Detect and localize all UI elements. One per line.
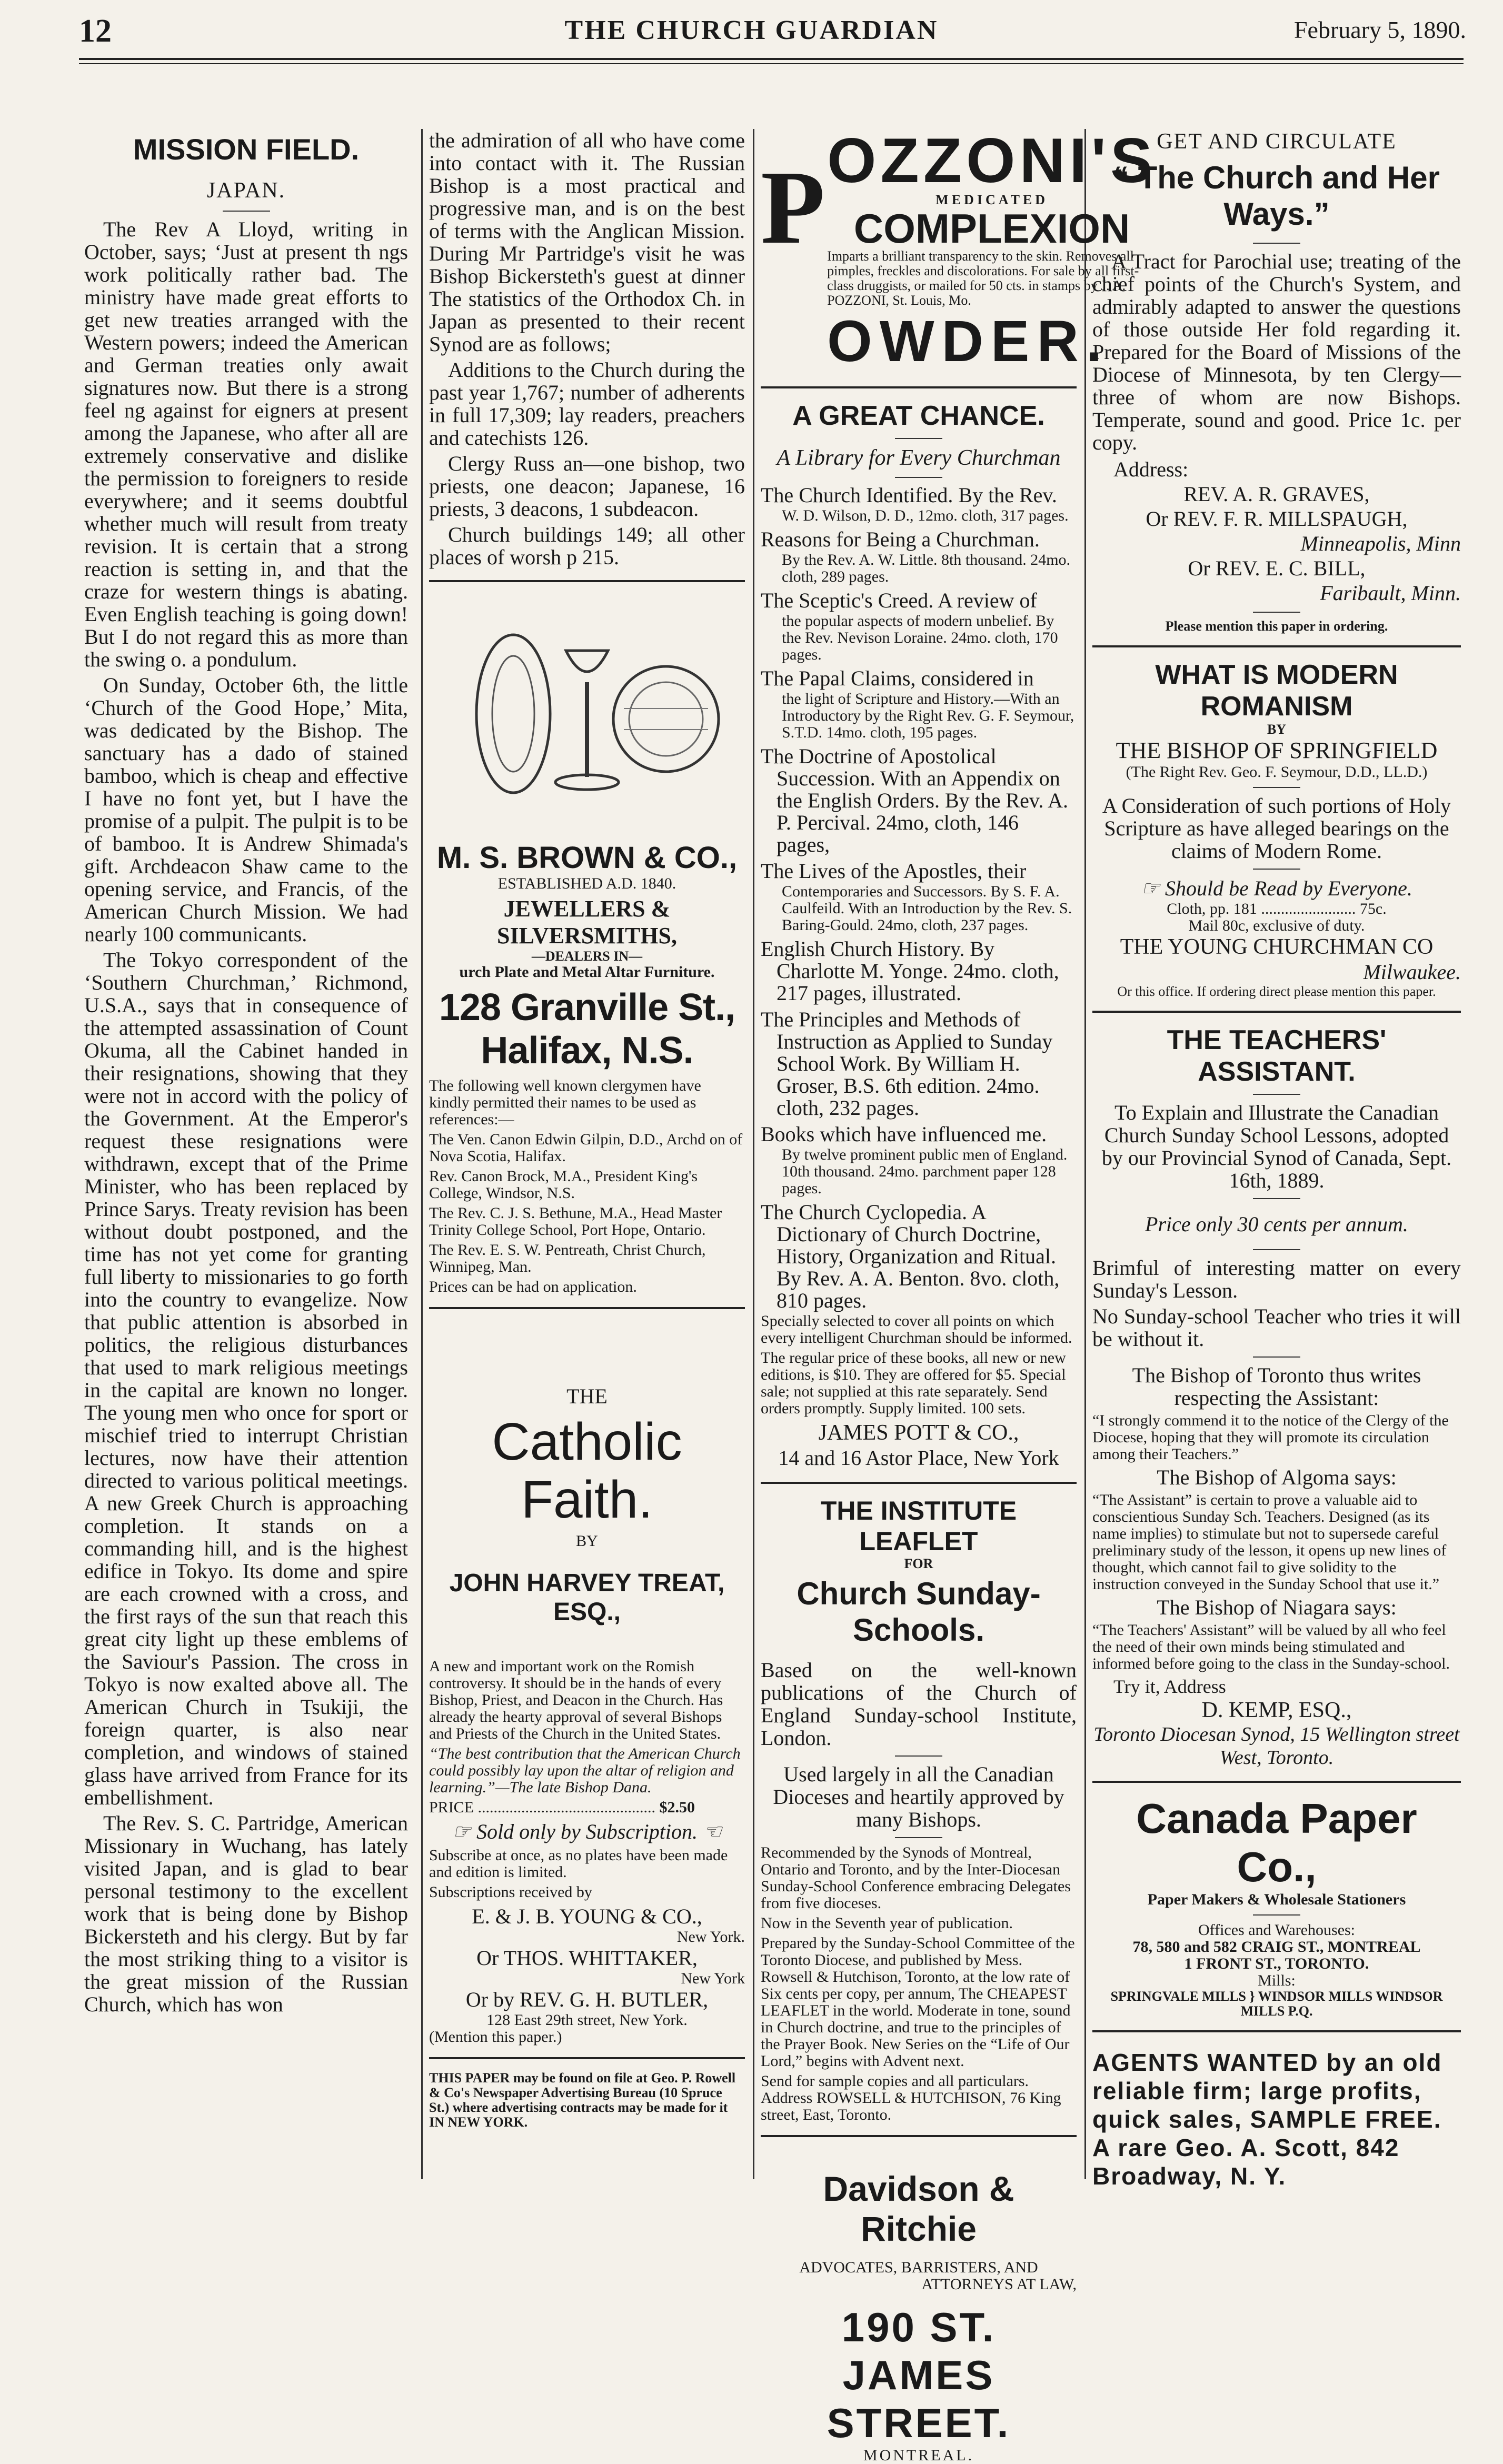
teachers-description: To Explain and Illustrate the Canadian Church Sunday School Lessons, adopted by our Provincial Synod of Canada, Sept. 16th, 1889. [1101,1101,1452,1192]
canada-paper-name: Canada Paper Co., [1136,1795,1417,1890]
reference: The Rev. C. J. S. Bethune, M.A., Head Master Trinity College School, Port Hope, Ontario. [429,1204,722,1239]
column-divider [421,129,423,2179]
goods: urch Plate and Metal Altar Furniture. [459,963,715,981]
agent-address: 128 East 29th street, New York. [486,2011,688,2029]
bishop-title: THE BISHOP OF SPRINGFIELD [1116,737,1438,763]
pozzoni-medicated: MEDICATED [935,192,1049,207]
agent-city: New York. [676,1928,745,1946]
column-divider [1084,129,1086,2179]
book-title: The Principles and Methods of Instruction as Applied to Sunday School Work. By William H. Groser, B.S. 6th edition. 24mo. cloth, 232 pages. [761,1007,1053,1120]
pozzoni-complexion: COMPLEXION [853,205,1130,252]
leaflet-paragraph: Used largely in all the Canadian Dioceses and heartily approved by many Bishops. [773,1762,1064,1831]
divider [1253,1356,1300,1358]
header-rule [79,58,1464,60]
book-detail: By twelve prominent public men of England. 10th thousand. 24mo. parchment paper 128 pages. [782,1146,1068,1197]
mail-price: Mail 80c, exclusive of duty. [1188,917,1365,934]
divider [1253,787,1300,788]
article-paragraph: The Rev. S. C. Partridge, American Missionary in Wuchang, has lately visited Japan, and is glad to bear personal testimony to the excellent work that is being done by Bishop Bickersteth and his clergy. But by far the most striking thing to a visitor is the great mission of the Russian Church, which has won [84,1811,408,2016]
header-rule-thin [79,63,1464,64]
column-two [429,129,745,2182]
testimonial-quote: “The Teachers' Assistant” will be valued by all who feel the need of their own minds being stimulated and informed before going to the class in the Sunday-school. [1092,1621,1450,1672]
divider [761,386,1077,388]
issue-date: February 5, 1890. [1293,16,1466,43]
divider [895,1755,942,1757]
article-paragraph: On Sunday, October 6th, the little ‘Church of the Good Hope,’ Mita, was dedicated by the Bishop. The sanctuary has a dado of stained bamboo, which is cheap and effective I have no font yet, but I have the promise of a pulpit. The pulpit is to be of bamboo. It is Andrew Shimada's gift. Archdeacon Shaw came to the opening service, and Francis, of the American Church Mission. We had nearly 100 communicants. [84,673,408,946]
pozzoni-ad [761,125,1157,375]
article-paragraph: the admiration of all who have come into contact with it. The Russian Bishop is a most practical and progressive man, and is on the best of terms with the Anglican Mission. During Mr Partridge's visit he was Bishop Bickersteth's guest at dinner The statistics of the Orthodox Ch. in Japan as presented to their recent Synod are as follows; [429,128,745,356]
silverware-illustration [450,603,724,824]
tract-description: A Tract for Parochial use; treating of the chief points of the Church's System, and admirably adapted to answer the questions of those outside Her fold regarding it. Prepared for the Board of Missions of the Diocese of Minnesota, by ten Clergy—three of whom are now Bishops. Temperate, sound and good. Price 1c. per copy. [1092,250,1461,454]
publisher-address: 14 and 16 Astor Place, New York [778,1446,1059,1470]
romanism-title: WHAT IS MODERN ROMANISM [1155,660,1398,722]
should-read-text: Should be Read by Everyone. [1165,876,1412,900]
canada-address: 78, 580 and 582 CRAIG ST., MONTREAL [1132,1938,1421,1956]
article-paragraph: The Rev A Lloyd, writing in October, says; ‘Just at present th ngs work politically rather bad. The ministry have made great efforts to get new treaties arranged with the Western powers; indeed the American and German treaties only await signatures now. But there is a strong feel ng against for eigners at present among the Japanese, who after all are extremely conservative and dislike the permission to foreigners to reside everywhere; and it seems doubtful whether much will result from treaty revision. It is certain that a strong reaction is setting in, and that the craze for western things is abating. Even English teaching is going down! But I do not regard this as more than the swing o. a pondulum. [84,217,408,671]
book-detail: By the Rev. A. W. Little. 8th thousand. 24mo. cloth, 289 pages. [782,551,1071,585]
pozzoni-name: OZZONI'S [827,125,1157,196]
address-city: Faribault, Minn. [1320,581,1461,605]
book-title: English Church History. By Charlotte M. Yonge. 24mo. cloth, 217 pages, illustrated. [761,937,1059,1005]
kemp-name: D. KEMP, ESQ., [1201,1698,1352,1722]
divider [761,2135,1077,2137]
publisher-city: Milwaukee. [1363,960,1461,984]
divider [1253,1249,1300,1250]
book-title: Catholic Faith. [492,1412,682,1529]
agent: Or THOS. WHITTAKER, [476,1946,698,1970]
divider [1092,645,1461,647]
testimonial-quote: “The Assistant” is certain to prove a valuable aid to conscientious Sunday Sch. Teachers. Designed (as its name implies) to stimulate but not to supersede careful preliminary study of the lesson, it opens up new lines of thought, which cannot fail to give solidity to the instruction conveyed in the Sunday School that use it.” [1092,1491,1447,1593]
divider [223,211,270,212]
book-title: Reasons for Being a Churchman. [761,527,1040,551]
book-title: The Lives of the Apostles, their [761,859,1027,883]
book-quote: “The best contribution that the American Church could possibly lay upon the altar of religion and learning.”—The late Bishop Dana. [429,1745,741,1796]
divider [895,477,942,478]
testimonial-heading: The Bishop of Niagara says: [1157,1595,1397,1619]
page-number: 12 [79,13,112,49]
advertiser-name: M. S. BROWN & CO., [436,841,738,875]
book-detail: the light of Scripture and History.—With an Introductory by the Right Rev. G. F. Seymour, S.T.D. 14mo. cloth, 195 pages. [782,690,1074,741]
davidson-city: MONTREAL. [863,2447,974,2464]
column-four [1092,129,1461,2190]
pozzoni-initial: P [761,149,825,266]
column-three [761,125,1157,2464]
leaflet-for: FOR [904,1556,933,1571]
address-line: Or REV. E. C. BILL, [1188,556,1366,580]
address-city: Minneapolis, Minn [1300,532,1461,555]
subscription-note: ☞ Sold only by Subscription. ☜ [452,1820,722,1843]
column-mission-field [84,129,408,2182]
article-paragraph: Church buildings 149; all other places of worsh p 215. [429,523,745,569]
leaflet-paragraph: Recommended by the Synods of Montreal, Ontario and Toronto, and by the Inter-Diocesan Sunday-School Conference embracing Delegates from five dioceses. [761,1844,1071,1912]
teachers-blurb: Brimful of interesting matter on every Sunday's Lesson. [1092,1256,1461,1302]
agent-city: New York [681,1970,745,1987]
address-label: Address: [1113,457,1189,481]
canada-offices: Offices and Warehouses: [1198,1921,1356,1939]
subscription-text: Sold only by Subscription. [476,1820,698,1843]
mention-note: Please mention this paper in ordering. [1165,619,1388,634]
divider [1092,1011,1461,1013]
mills-label: Mills: [1258,1972,1296,1989]
book-title: The Sceptic's Creed. A review of [761,588,1037,612]
received-label: Subscriptions received by [429,1883,592,1901]
canada-paper-subtitle: Paper Makers & Wholesale Stationers [1147,1891,1406,1908]
divider [1253,1198,1300,1199]
book-title: The Doctrine of Apostolical Succession. With an Appendix on the English Orders. By the Rev. A. P. Percival. 24mo, cloth, 146 pages, [761,744,1069,856]
section-subheading: JAPAN. [206,178,286,203]
book-list [761,484,1077,1312]
annual-price: Price only 30 cents per annum. [1145,1212,1408,1236]
price-value: $2.50 [659,1799,695,1816]
davidson-profession-2: ATTORNEYS AT LAW, [921,2276,1077,2293]
established: ESTABLISHED A.D. 1840. [497,875,676,892]
tract-title: “ The Church and Her Ways.” [1113,160,1440,232]
leaflet-title: THE INSTITUTE LEAFLET [820,1496,1017,1556]
agents-wanted-ad: AGENTS WANTED by an old reliable firm; large profits, quick sales, SAMPLE FREE. A rare Geo. A. Scott, 842 Broadway, N. Y. [1092,2049,1442,2190]
romanism-description: A Consideration of such portions of Holy Scripture as have alleged bearings on the claims of Modern Rome. [1102,794,1451,863]
leaflet-paragraph: Send for sample copies and all particulars. Address ROWSELL & HUTCHISON, 76 King street, East, Toronto. [761,2072,1061,2123]
divider [895,438,942,439]
teachers-title: THE TEACHERS' ASSISTANT. [1167,1025,1387,1087]
divider [1253,1094,1300,1095]
address: 128 Granville St., Halifax, N.S. [439,986,735,1072]
author: JOHN HARVEY TREAT, ESQ., [449,1569,725,1626]
divider [1092,1781,1461,1783]
testimonial-quote: “I strongly commend it to the notice of the Clergy of the Diocese, hoping that they will promote its circulation among their Teachers.” [1092,1412,1449,1463]
divider [429,1307,745,1309]
agent: E. & J. B. YOUNG & CO., [472,1904,702,1928]
pozzoni-owder: OWDER. [827,309,1110,374]
page-header [32,11,1471,53]
by-label: BY [1267,722,1287,737]
article-paragraph: The Tokyo correspondent of the ‘Southern Churchman,’ Richmond, U.S.A., says that in consequence of the attempted assassination of Count Okuma, all the Cabinet handed in their resignations, showing that they were not in accord with the policy of the Government. At the Emperor's request these resignations were withdrawn, except that of the Prime Minister, who has been replaced by Prince Sarys. Treaty revision has been without doubt postponed, and the time has not yet come for granting full liberty to missionaries to go forth into the country to evangelize. Now that public attention is absorbed in politics, the religious disturbances that used to mark religious meetings in the capital are known no longer. The young men who once for sport or mischief tried to interrupt Christian lectures, now have their attention directed to various political meetings. A new Greek Church is approaching completion. It stands on a commanding hill, and is the highest edifice in Tokyo. Its dome and spire are each crowned with a cross, and the first rays of the sun that reach this great city light up these emblems of the Saviour's Passion. The cross in Tokyo is now exalted above all. The American Church in Tsukiji, the foreign quarter, is also near completion, and windows of stained glass have arrived from France for its embellishment. [84,948,408,1809]
section-heading: MISSION FIELD. [133,133,360,166]
library-price-note: The regular price of these books, all new or new editions, is $10. They are offered for $5. Special sale; not supplied at this rate separately. Send orders promptly. Supply limited. 100 sets. [761,1349,1066,1417]
reference: Rev. Canon Brock, M.A., President King's College, Windsor, N.S. [429,1168,698,1202]
book-title: The Papal Claims, considered in [761,666,1034,690]
bishop-name: (The Right Rev. Geo. F. Seymour, D.D., LL.D.) [1126,763,1428,781]
article-paragraph: Additions to the Church during the past year 1,767; number of adherents in full 17,309; lay readers, preachers and catechists 126. [429,358,745,450]
reference: The Rev. E. S. W. Pentreath, Christ Church, Winnipeg, Man. [429,1241,706,1275]
book-title: Books which have influenced me. [761,1122,1047,1146]
leaflet-paragraph: Now in the Seventh year of publication. [761,1914,1013,1932]
mills-list: SPRINGVALE MILLS } WINDSOR MILLS WINDSOR MILLS P.Q. [1110,1989,1443,2019]
divider [1253,243,1300,244]
pozzoni-description: Imparts a brilliant transparency to the skin. Removes all pimples, freckles and discolorations. For sale by all first-class druggists, or mailed for 50 cts. in stamps by J. A. POZZONI, St. Louis, Mo. [827,248,1139,308]
book-detail: the popular aspects of modern unbelief. By the Rev. Nevison Loraine. 24mo. cloth, 170 pages. [782,612,1058,663]
dealers: —DEALERS IN— [531,949,643,964]
this-paper-notice: THIS PAPER may be found on file at Geo. P. Rowell & Co's Newspaper Advertising Bureau (10 Spruce St.) where advertising contracts may be made for it IN NEW YORK. [429,2070,736,2130]
library-title: A GREAT CHANCE. [792,401,1045,431]
article-paragraph: Clergy Russ an—one bishop, two priests, one deacon; Japanese, 16 priests, 3 deacons, 1 subdeacon. [429,452,745,521]
mention-note: (Mention this paper.) [429,2028,562,2046]
testimonial-heading: The Bishop of Toronto thus writes respecting the Assistant: [1132,1363,1421,1410]
divider [1253,869,1300,870]
try-label: Try it, Address [1113,1676,1226,1697]
divider [895,1837,942,1838]
book-description: A new and important work on the Romish controversy. It should be in the hands of every Bishop, Priest, and Deacon in the Church. Has already the hearty approval of several Bishops and Priests of the Church in the United States. [429,1658,723,1742]
circulate-heading: GET AND CIRCULATE [1157,129,1397,154]
should-read: ☞ Should be Read by Everyone. [1141,876,1412,900]
publisher: THE YOUNG CHURCHMAN CO [1120,935,1434,959]
ordering-note: Or this office. If ordering direct please mention this paper. [1117,984,1436,999]
by-label: BY [576,1532,598,1550]
divider [761,1482,1077,1484]
trade: JEWELLERS & SILVERSMITHS, [497,896,677,949]
column-divider [753,129,754,2179]
leaflet-subtitle: Church Sunday-Schools. [797,1576,1041,1648]
publisher: JAMES POTT & CO., [818,1421,1019,1445]
library-note: Specially selected to cover all points on which every intelligent Churchman should be informed. [761,1312,1072,1346]
testimonial-heading: The Bishop of Algoma says: [1157,1465,1397,1489]
price-line: PRICE ............................................. $2.50 [429,1799,695,1816]
cloth-price: Cloth, pp. 181 ........................ 75c. [1167,900,1387,917]
library-subtitle: A Library for Every Churchman [777,446,1061,470]
divider [1253,1914,1300,1916]
price-label: PRICE [429,1799,474,1816]
leaflet-paragraph: Based on the well-known publications of the Church of England Sunday-school Institute, London. [761,1658,1077,1750]
book-detail: W. D. Wilson, D. D., 12mo. cloth, 317 pages. [782,507,1069,524]
teachers-blurb: No Sunday-school Teacher who tries it will be without it. [1092,1304,1461,1351]
reference: The Ven. Canon Edwin Gilpin, D.D., Archd on of Nova Scotia, Halifax. [429,1131,743,1165]
the-label: THE [566,1384,608,1408]
subscribe-note: Subscribe at once, as no plates have been made and edition is limited. [429,1847,728,1881]
divider [1253,612,1300,613]
canada-address: 1 FRONT ST., TORONTO. [1184,1955,1369,1972]
address-line: REV. A. R. GRAVES, [1183,482,1370,506]
prices-note: Prices can be had on application. [429,1278,637,1295]
address-line: Or REV. F. R. MILLSPAUGH, [1146,507,1408,531]
masthead: THE CHURCH GUARDIAN [564,15,939,45]
book-title: The Church Cyclopedia. A Dictionary of Church Doctrine, History, Organization and Ritual. By Rev. A. A. Benton. 8vo. cloth, 810 pages. [761,1200,1060,1312]
davidson-street: 190 ST. JAMES STREET. [827,2304,1011,2446]
divider [1092,2030,1461,2032]
davidson-name: Davidson & Ritchie [823,2169,1014,2248]
references-intro: The following well known clergymen have kindly permitted their names to be used as references:— [429,1077,701,1128]
agent: Or by REV. G. H. BUTLER, [465,1988,709,2011]
davidson-profession: ADVOCATES, BARRISTERS, AND [799,2259,1038,2276]
kemp-address: Toronto Diocesan Synod, 15 Wellington street West, Toronto. [1093,1723,1460,1769]
book-detail: Contemporaries and Successors. By S. F. A. Caulfeild. With an Introduction by the Rev. S. Baring-Gould. 24mo, cloth, 237 pages. [782,883,1072,934]
divider [429,580,745,582]
divider [429,2057,745,2059]
leaflet-paragraph: Prepared by the Sunday-School Committee of the Toronto Diocese, and published by Mess. Rowsell & Hutchison, Toronto, at the low rate of Six cents per copy, per annum, The CHEAPEST LEAFLET in the world. Moderate in tone, sound in Church doctrine, and true to the principles of the Prayer Book. New Series on the “Life of Our Lord,” begins with Advent next. [761,1934,1075,2070]
book-title: The Church Identified. By the Rev. [761,483,1057,507]
